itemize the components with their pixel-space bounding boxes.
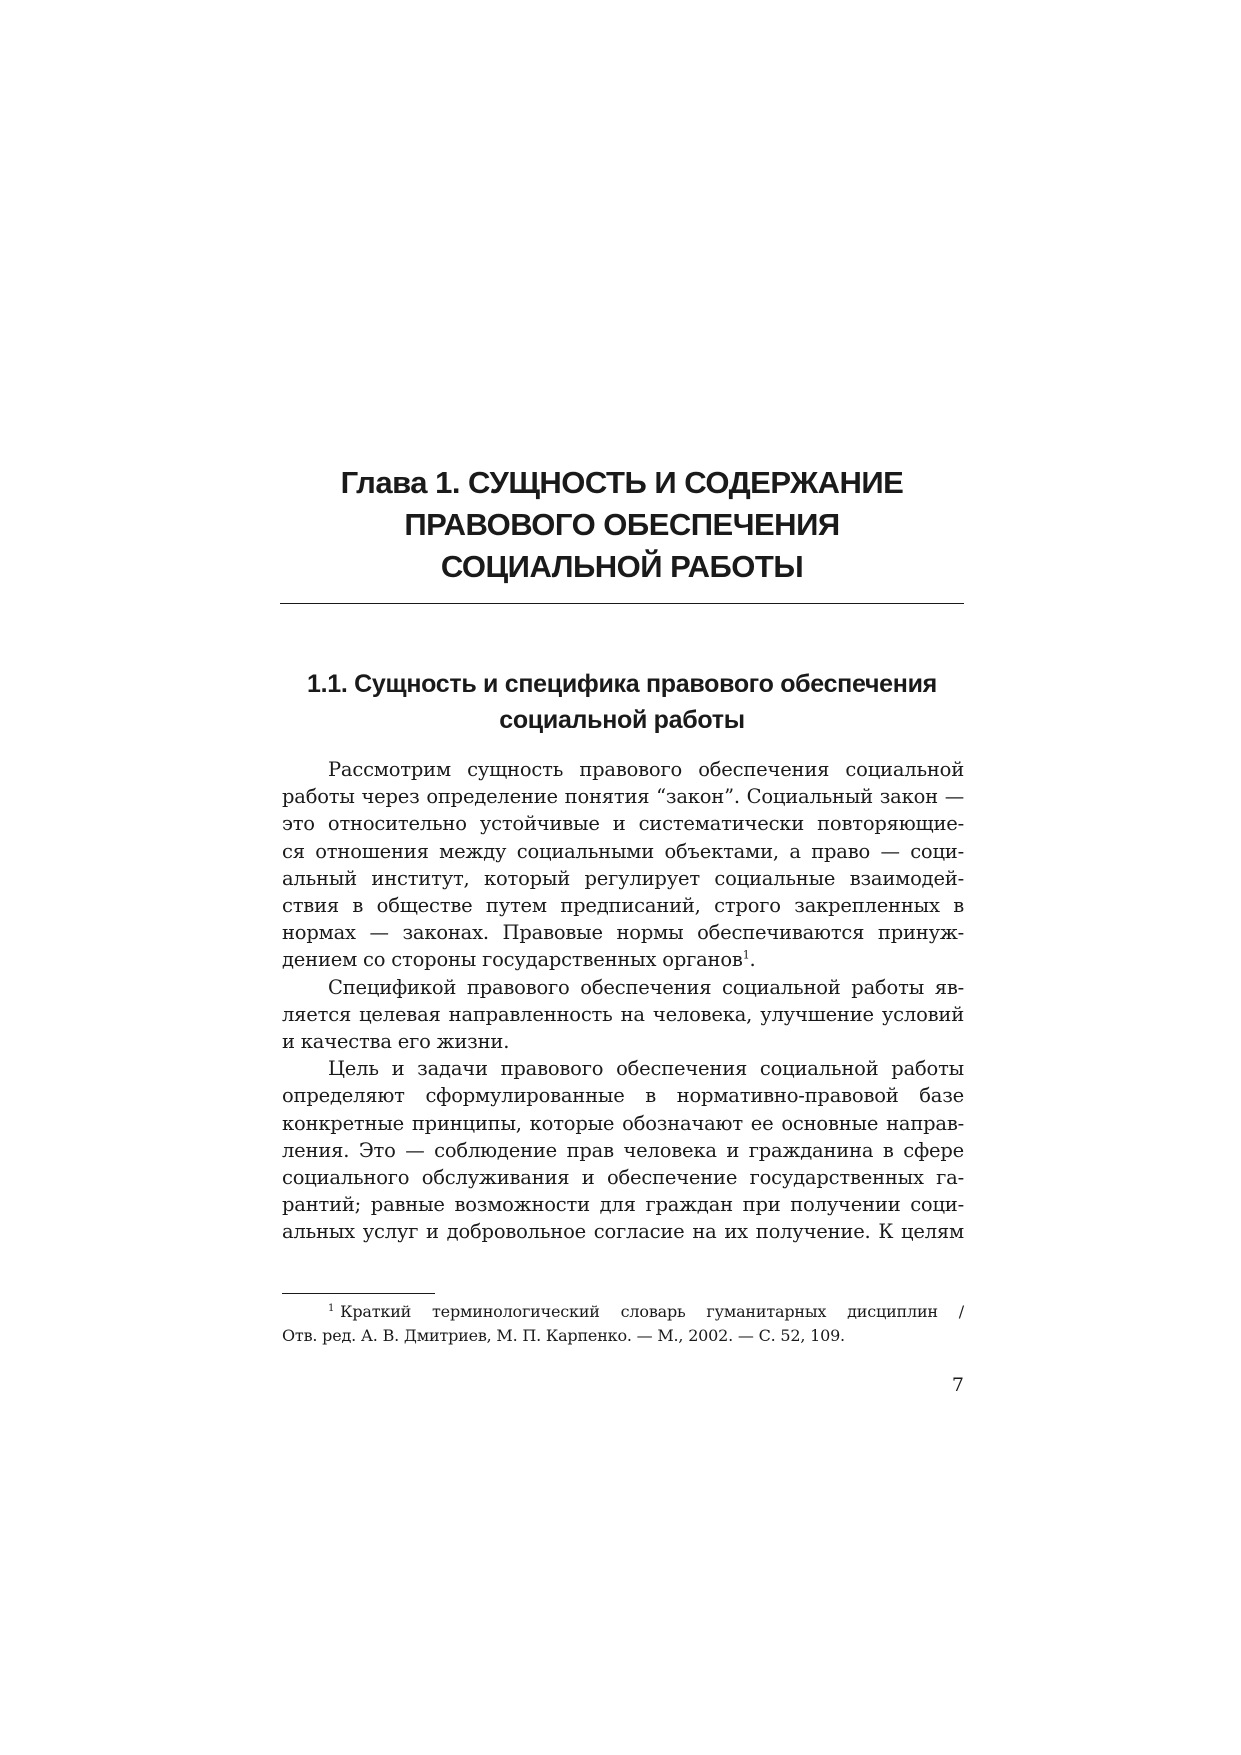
footnote-line: Отв. ред. А. В. Дмитриев, М. П. Карпенко. — М., 2002. — С. 52, 109.: [282, 1326, 845, 1345]
chapter-title-line: СОЦИАЛЬНОЙ РАБОТЫ: [440, 549, 804, 584]
text-line: Цель и задачи правового обеспечения социальной работы: [328, 1057, 964, 1081]
footnote-line: [282, 1300, 964, 1324]
chapter-title-line: Глава 1. СУЩНОСТЬ И СОДЕРЖАНИЕ: [340, 465, 904, 500]
text-line: нормах — законах. Правовые нормы обеспечиваются принуж-: [282, 921, 964, 945]
section-title-line: социальной работы: [499, 706, 745, 734]
text-line: рантий; равные возможности для граждан при получении соци-: [282, 1193, 964, 1217]
section-title-line: 1.1. Сущность и специфика правового обеспечения: [307, 670, 937, 698]
text-line: ся отношения между социальными объектами, а право — соци-: [282, 839, 964, 863]
text-line: [282, 946, 964, 973]
paragraph-3: [282, 1055, 964, 1245]
text-line: ления. Это — соблюдение прав человека и гражданина в сфере: [282, 1138, 964, 1162]
footnote-number: 1: [328, 1302, 335, 1314]
text-line: конкретные принципы, которые обозначают ее основные направ-: [282, 1111, 964, 1135]
page-number: 7: [951, 1374, 964, 1396]
text-line: это относительно устойчивые и систематически повторяющие-: [282, 812, 964, 836]
text-line: альных услуг и добровольное согласие на их получение. К целям: [282, 1220, 964, 1244]
text-line-content: дением со стороны государственных органов: [282, 948, 743, 972]
footnote-divider: [282, 1293, 435, 1294]
text-line: Спецификой правового обеспечения социальной работы яв-: [328, 975, 964, 999]
footnote: [282, 1300, 964, 1348]
footnote-text: Краткий терминологический словарь гуманитарных дисциплин /: [340, 1302, 964, 1321]
text-line-end: .: [749, 948, 756, 972]
paragraph-1: [282, 756, 964, 974]
text-line: Рассмотрим сущность правового обеспечения социальной: [328, 758, 964, 781]
text-line: и качества его жизни.: [282, 1030, 510, 1054]
text-line: работы через определение понятия “закон”. Социальный закон —: [282, 785, 964, 809]
chapter-title-line: ПРАВОВОГО ОБЕСПЕЧЕНИЯ: [404, 507, 840, 542]
chapter-divider: [280, 603, 964, 604]
chapter-title: [280, 462, 964, 588]
text-line: социального обслуживания и обеспечение государственных га-: [282, 1166, 964, 1190]
section-title: [280, 666, 964, 738]
text-line: ляется целевая направленность на человека, улучшение условий: [282, 1002, 964, 1026]
paragraph-2: [282, 974, 964, 1056]
text-line: определяют сформулированные в нормативно-правовой базе: [282, 1084, 964, 1108]
text-line: ствия в обществе путем предписаний, строго закрепленных в: [282, 894, 964, 918]
body-text: [282, 756, 964, 1246]
footnote-reference[interactable]: 1: [742, 948, 750, 962]
text-line: альный институт, который регулирует социальные взаимодей-: [282, 866, 964, 890]
